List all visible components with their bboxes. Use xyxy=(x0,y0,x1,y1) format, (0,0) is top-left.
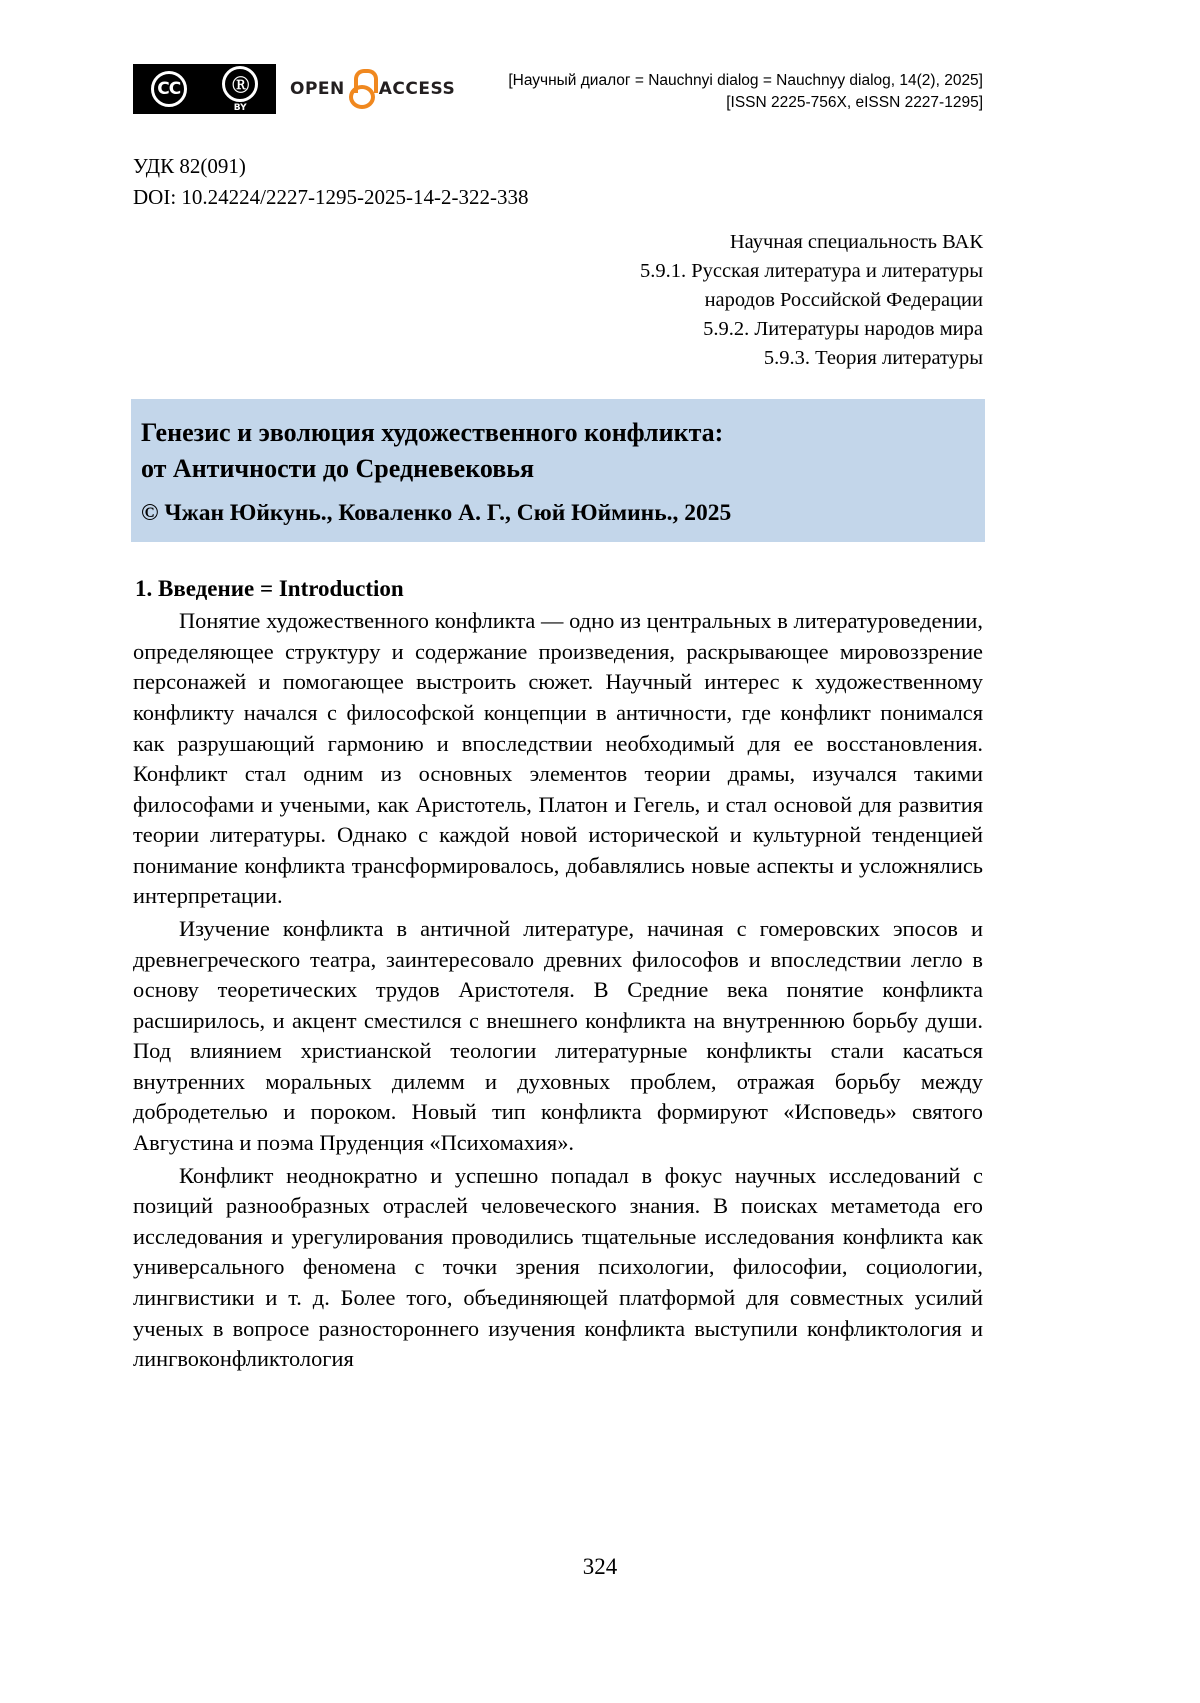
authors-line: © Чжан Юйкунь., Коваленко А. Г., Сюй Юйминь., 2025 xyxy=(141,499,732,526)
cc-by-label: BY xyxy=(233,102,247,113)
vak-line: народов Российской Федерации xyxy=(704,289,983,312)
page-number: 324 xyxy=(582,1554,618,1579)
page-title xyxy=(141,415,975,485)
vak-line: 5.9.1. Русская литература и литературы xyxy=(639,260,983,283)
journal-issn-line: [ISSN 2225-756X, eISSN 2227-1295] xyxy=(726,94,983,112)
doi-code: DOI: 10.24224/2227-1295-2025-14-2-322-338 xyxy=(133,185,529,210)
journal-title-line: [Научный диалог = Nauchnyi dialog = Nauchnyy dialog, 14(2), 2025] xyxy=(508,72,983,89)
open-access-access-label: ACCESS xyxy=(378,79,456,99)
article-title-line-1: Генезис и эволюция художественного конфликта: xyxy=(141,418,724,448)
body-paragraph: Изучение конфликта в античной литературе, начиная с гомеровских эпосов и древнегреческого театра, заинтересовало древних философов и впоследствии легло в основу теоретических трудов Аристотеля. В Средние века понятие конфликта расширилось, и акцент сместился с внешнего конфликта на внутреннюю борьбу души. Под влиянием христианской теологии литературные конфликты стали касаться внутренних моральных дилемм и духовных проблем, отражая борьбу между добродетелью и пороком. Новый тип конфликта формируют «Исповедь» святого Августина и поэма Пруденция «Психомахия». xyxy=(133,916,983,1156)
page-header xyxy=(133,62,983,115)
open-lock-icon xyxy=(349,69,375,109)
open-access-open-label: OPEN xyxy=(290,79,345,99)
creative-commons-icon: CC Ⓡ BY xyxy=(133,64,276,114)
journal-reference xyxy=(508,62,983,115)
body-paragraph: Конфликт неоднократно и успешно попадал в фокус научных исследований с позиций разнообразных отраслей человеческого знания. В поисках метаметода его исследования и урегулирования проводились тщательные исследования конфликта как универсального феномена с точки зрения психологии, философии, социологии, лингвистики и т. д. Более того, объединяющей платформой для совместных усилий ученых в вопросе разностороннего изучения конфликта выступили конфликтология и лингвоконфликтология xyxy=(133,1162,983,1372)
vak-line: 5.9.2. Литературы народов мира xyxy=(703,318,983,341)
article-title-line-2: от Античности до Средневековья xyxy=(141,453,535,483)
body-paragraph: Понятие художественного конфликта — одно из центральных в литературоведении, определяющее структуру и содержание произведения, раскрывающее мировоззрение персонажей и помогающее выстроить сюжет. Научный интерес к художественному конфликту начался с философской концепции в античности, где конфликт понимался как разрушающий гармонию и впоследствии необходимый для ее восстановления. Конфликт стал одним из основных элементов теории драмы, изучался такими философами и учеными, как Аристотель, Платон и Гегель, и стал основой для развития теории литературы. Однако с каждой новой исторической и культурной тенденцией понимание конфликта трансформировалось, добавлялись новые аспекты и усложнялись интерпретации. xyxy=(133,608,983,909)
vak-line: 5.9.3. Теория литературы xyxy=(763,347,983,370)
vak-line: Научная специальность ВАК xyxy=(729,230,983,253)
vak-specialty-block xyxy=(133,228,983,374)
license-badges xyxy=(133,62,455,114)
udc-code: УДК 82(091) xyxy=(133,153,246,178)
open-access-badge xyxy=(290,69,455,109)
section-heading-introduction: 1. Введение = Introduction xyxy=(135,576,404,602)
page-content xyxy=(133,62,983,1375)
title-block xyxy=(131,399,985,542)
